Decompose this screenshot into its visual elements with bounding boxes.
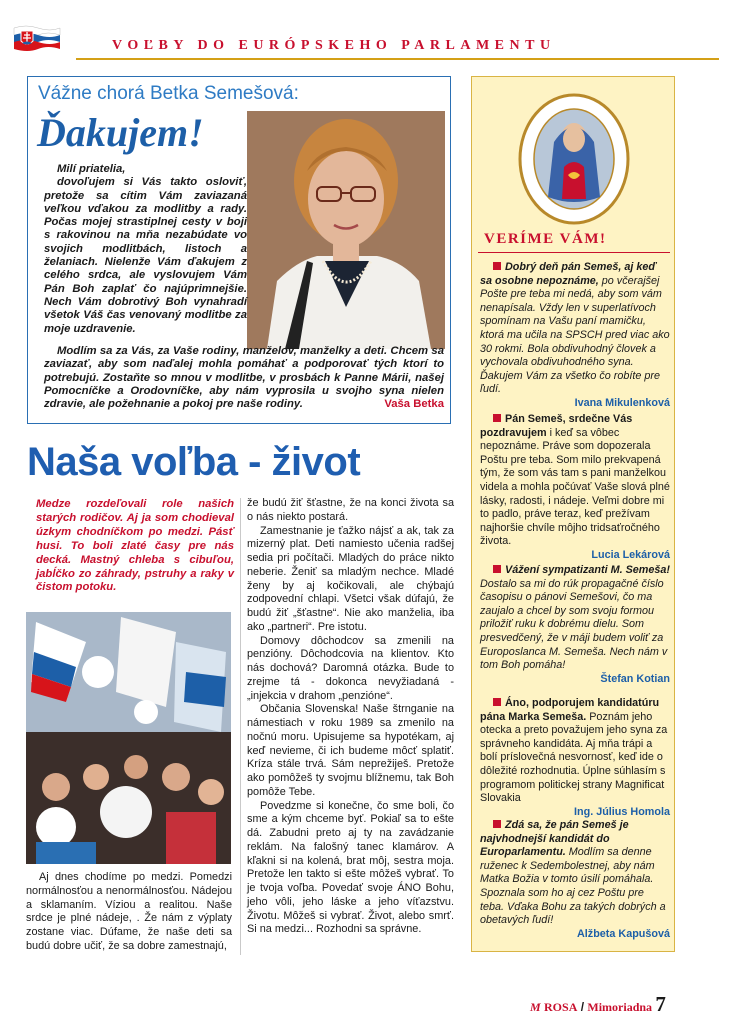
article-headline: Ďakujem!: [37, 110, 204, 155]
article2-paragraph: Povedzme si konečne, čo sme boli, čo sme a kým chceme byť. Pokiaľ sa to ešte dá. Zabudni preto aj ty na zavádzanie reklám. Na falošný tanec klamárov. A kľakni si na kolená, brat môj, sestra moja. Pretože len takto si ešte môžeš vybrať. To je tvoja voľba. Povedať svoje ÁNO Bohu, jeho vôli, jeho láske a jeho víťazstvu. Životu. Môžeš si vybrať. Život, alebo smrť. Si na medzi... Rozhodni sa správne.: [247, 799, 454, 936]
article2-paragraph: Aj dnes chodíme po medzi. Pomedzi normálnosťou a nenormálnosťou. Nádejou a sklamaním. Víziou a realitou. Naše srdce je plné nádeje, . Že nám z výplaty zostane viac. Dúfame, že naše deti sa budú dobre učiť, že sa dobre zamestnajú,: [26, 871, 232, 952]
bullet-square-icon: [493, 262, 501, 270]
article-paragraph-2: Modlím sa za Vás, za Vaše rodiny, manželov, manželky a deti. Chcem sa zaviazať, aby som naďalej mohla pomáhať a podporovať tých ktorí to potrebujú. Zostaňte so mnou v modlitbe, v prosbách k Panne Márii, našej Pomocníčke a Orodovníčke, aby nám vyprosila u svojho syna nielen zdravie, ale požehnanie a pokoj pre naše rodiny. Vaša Betka: [44, 345, 444, 411]
article2-lead: Medze rozdeľovali role našich starých rodičov. Aj ja som chodieval úzkym chodníčkom po medzi. Pásť husi. To boli zlaté časy pre nás decká. Mastný chleba s cibuľou, jabĺčko zo záhrady, pstruhy a raky v čistom potoku.: [36, 498, 234, 594]
thank-you-article-box: [27, 76, 451, 424]
page-number: 7: [655, 992, 666, 1016]
article-text-bottom: [44, 345, 444, 411]
article-kicker: Vážne chorá Betka Semešová:: [38, 83, 299, 104]
article-text-top: [44, 163, 247, 336]
reader-letter: Áno, podporujem kandidatúru pána Marka Semeša. Poznám jeho otecka a preto považujem jeho syna za správneho kandidáta. Aj mňa trápi a bolí príslovečná nesvornosť, keď ide o dôležité rozhodnutia. Úplne súhlasím s programom politickej strany Magnificat Slovakia Ing. Július Homola: [480, 697, 670, 818]
bullet-square-icon: [493, 414, 501, 422]
letter-author: Ivana Mikulenková: [574, 396, 670, 409]
reader-letter: Pán Semeš, srdečne Vás pozdravujem i keď sa vôbec nepoznáme. Práve som dopozerala Poštu pre teba. Som milo prekvapená tým, že som vás tam s pani manželkou videla a mohla počúvať Vaše slová plné lásky, radosti, i nádeje. Veľmi dobre mi to padlo, práve teraz, keď prežívam najhoršie chvíle môjho tridsaťročného života. Lucia Lekárová: [480, 413, 670, 561]
article-paragraph-1: dovoľujem si Vás takto osloviť, pretože sa cítim Vám zaviazaná veľkou vďakou za modlitby a rady. Počas mojej strastiplnej cesty v boji s rakovinou na mňa nezabúdate vo svojich modlitbách, listoch a želaniach. Nielenže Vám ďakujem z celého srdca, ale vyslovujem Vám Pán Boh zaplať čo najúprimnejšie. Nech Vám dobrotivý Boh vynahradí všetok Váš čas venovaný modlitbe za moje uzdravenie.: [44, 176, 247, 335]
portrait-photo: [247, 111, 445, 349]
march-photo: [26, 612, 231, 864]
page-footer: [530, 992, 666, 1017]
slovak-flag-icon: [12, 22, 62, 54]
article2-paragraph: Občania Slovenska! Naše štrnganie na námestiach v roku 1989 sa zmenilo na nočnú moru. Upisujeme sa hypotékam, aj keď nevieme, či ich budeme môcť splatiť. Kríza stále trvá. Sám neprežiješ. Pretože ako pomôžeš ty svojmu blížnemu, tak Boh pomôže Tebe.: [247, 703, 454, 798]
footer-edition: Mimoriadna: [587, 1000, 653, 1014]
section-header-title: VOĽBY DO EURÓPSKEHO PARLAMENTU: [112, 38, 556, 53]
letter-author: Ing. Július Homola: [574, 805, 670, 818]
letter-author: Štefan Kotian: [600, 672, 670, 685]
sidebar-title: VERÍME VÁM!: [484, 231, 607, 247]
article2-paragraph: že budú žiť šťastne, že na konci života sa o nás niekto postará.: [247, 497, 454, 523]
article2-headline: Naša voľba - život: [27, 440, 361, 484]
reader-letter: Dobrý deň pán Semeš, aj keď sa osobne nepoznáme, po včerajšej Pošte pre teba mi nedá, aby som vám nenapísala. Vždy len v superlatívoch spomínam na Vašu paní mamičku, ktorá ma učila na SPSCH pred viac ako 30 rokmi. Bola obdivuhodný človek a vychovala obdivuhodného syna. Ďakujem Vám za všetko čo robíte pre ľudí. Ivana Mikulenková: [480, 261, 670, 409]
article2-column-b: [247, 497, 454, 937]
article2-paragraph: Zamestnanie je ťažko nájsť a ak, tak za mizerný plat. Deti namiesto učenia radšej sedia pri počítači. Mladých do práce nikto neberie. Ženiť sa mladým nechce. Mladé ženy by aj kočikovali, ale chýbajú zodpovední chlapi. Všetci však dúfajú, že budú žiť „šťastne“. Nie ako manželia, iba ako „partneri“. Pre istotu.: [247, 524, 454, 633]
column-divider: [240, 498, 241, 955]
article-signature: Vaša Betka: [384, 398, 444, 411]
magnificat-seal-icon: [514, 87, 634, 237]
bullet-square-icon: [493, 698, 501, 706]
reader-letter: Vážení sympatizanti M. Semeša! Dostalo sa mi do rúk propagačné číslo časopisu o pánovi Semešovi, čo ma zaujalo a chcel by som svoju formou priložiť ruku k dobrému dielu. Som presvedčený, že v máji budem voliť za Europoslanca M. Semeša. Nech nám v tom Boh pomáha! Štefan Kotian: [480, 564, 671, 685]
article2-column-a: [26, 871, 232, 954]
reader-letters-sidebar: [471, 76, 675, 952]
footer-magazine-name: ROSA: [544, 1000, 578, 1014]
letter-author: Lucia Lekárová: [591, 548, 670, 561]
header-rule: [76, 58, 719, 60]
letter-author: Alžbeta Kapušová: [577, 927, 670, 940]
reader-letter: Zdá sa, že pán Semeš je najvhodnejší kandidát do Europarlamentu. Modlím sa denne ruženec k Sedembolestnej, aby nám Matka Božia v tomto úsilí pomáhala. Spoznala som ho aj cez Poštu pre teba. Vďaka Bohu za takých dobrých a obetavých ľudí! Alžbeta Kapušová: [480, 819, 670, 940]
bullet-square-icon: [493, 565, 501, 573]
bullet-square-icon: [493, 820, 501, 828]
article2-paragraph: Domovy dôchodcov sa zmenili na penzióny. Dôchodcovia na klientov. Kto nás dochová? Daromná otázka. Bude to zrejme tá - dokonca nevyžiadaná - „injekcia v drahom „penzióne“.: [247, 634, 454, 702]
article-greeting: Milí priatelia,: [57, 163, 126, 175]
sidebar-title-rule: [478, 252, 670, 253]
footer-logo-m: M: [530, 1000, 541, 1014]
footer-slash: /: [580, 1000, 585, 1014]
